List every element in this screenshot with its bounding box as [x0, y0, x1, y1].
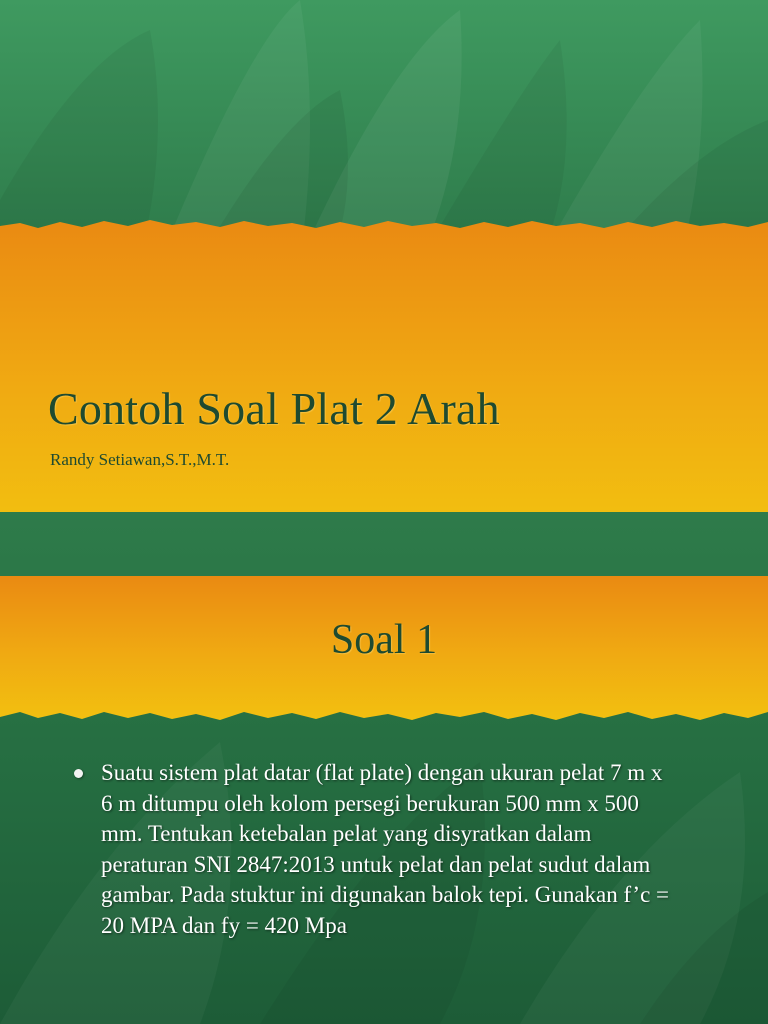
bullet-list	[74, 758, 674, 941]
bullet-item	[74, 758, 674, 941]
slide-subtitle-author: Randy Setiawan,S.T.,M.T.	[50, 450, 230, 469]
slide-title: Contoh Soal Plat 2 Arah	[48, 383, 500, 434]
slide-title: Soal 1	[330, 617, 438, 663]
bullet-dot-icon	[74, 769, 83, 778]
bullet-text: Suatu sistem plat datar (flat plate) dengan ukuran pelat 7 m x 6 m ditumpu oleh kolom persegi berukuran 500 mm x 500 mm. Tentukan ketebalan pelat yang disyratkan dalam peraturan SNI 2847:2013 untuk pelat dan pelat sudut dalam gambar. Pada stuktur ini digunakan balok tepi. Gunakan f’c = 20 MPA dan fy = 420 Mpa	[101, 760, 670, 938]
content-slide	[0, 512, 768, 1024]
